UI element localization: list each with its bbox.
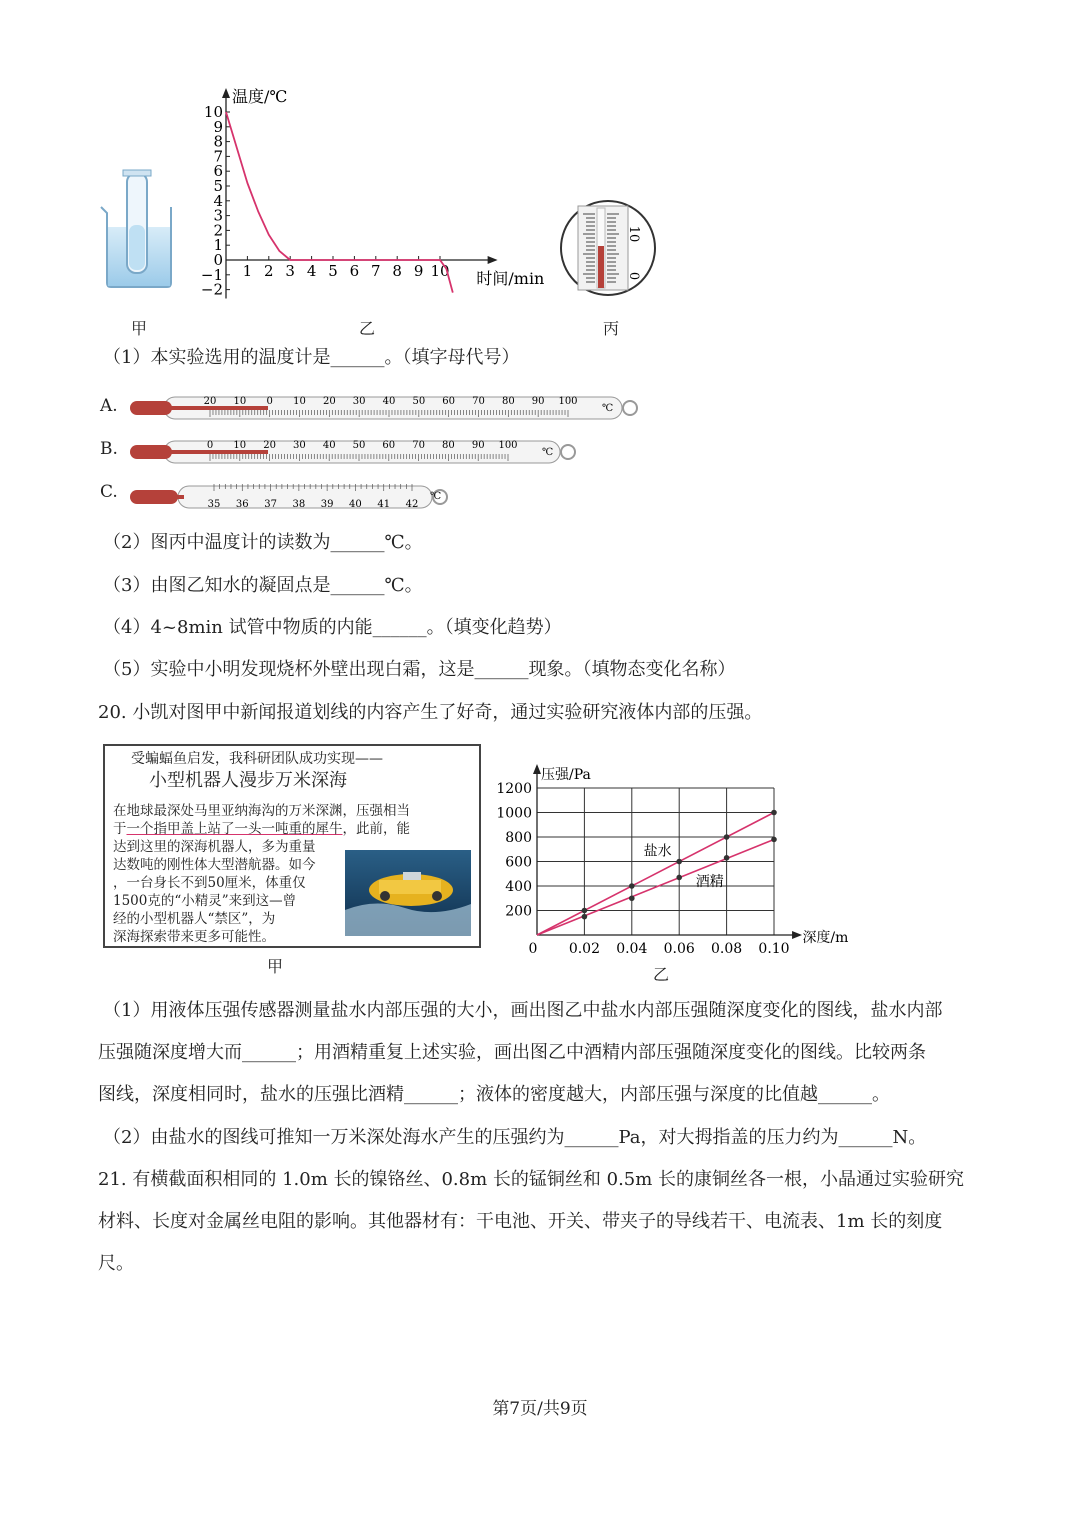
news-line: 达到这里的深海机器人，多为重量 xyxy=(113,839,316,855)
q19-part2: （2）图丙中温度计的读数为______℃。 xyxy=(103,532,423,553)
thermometer-closeup xyxy=(558,198,660,300)
scale-label: 90 xyxy=(471,440,485,451)
x-tick-label: 2 xyxy=(264,262,274,280)
x-axis-arrow xyxy=(488,256,498,264)
y-axis-arrow xyxy=(533,764,541,774)
news-header: 受蝙蝠鱼启发，我科研团队成功实现—— xyxy=(131,751,383,767)
x-tick-label: 0.02 xyxy=(568,941,600,957)
robot-photo xyxy=(345,850,471,936)
y-tick-label: 1200 xyxy=(496,781,532,797)
scale-label: 100 xyxy=(498,440,518,451)
scale-label-0: 0 xyxy=(626,271,641,281)
y-tick-label: 4 xyxy=(213,191,223,210)
temperature-chart xyxy=(195,82,555,302)
thermometer-ring xyxy=(623,401,637,415)
scale-label: 40 xyxy=(349,499,362,510)
y-axis-label: 温度/℃ xyxy=(232,87,288,106)
x-axis-label: 深度/m xyxy=(802,930,849,946)
alcohol-point xyxy=(724,855,730,861)
scale-label: 40 xyxy=(322,440,336,451)
x-tick-label: 6 xyxy=(349,262,360,280)
brine-point xyxy=(771,810,777,816)
brine-point xyxy=(724,834,730,840)
x-tick-label: 0.06 xyxy=(663,941,695,957)
y-axis-label: 压强/Pa xyxy=(541,767,591,783)
scale-label: 0 xyxy=(206,440,214,451)
y-tick-label: 1000 xyxy=(496,805,532,822)
thermometer-bulb xyxy=(130,401,172,415)
brine-line xyxy=(537,813,774,936)
news-line: ，一台身长不到50厘米，体重仅 xyxy=(113,875,306,891)
scale-label: 40 xyxy=(382,396,396,407)
brine-point xyxy=(582,908,588,914)
thermometer-bulb xyxy=(130,490,178,504)
news-underlined: 一个指甲盖上站了一头一吨重的犀牛 xyxy=(126,821,343,837)
option-c-letter: C. xyxy=(100,482,118,502)
alcohol-point xyxy=(629,895,635,901)
unit-label: ℃ xyxy=(542,447,554,458)
x-tick-label: 1 xyxy=(242,262,253,280)
thermometer-liquid xyxy=(174,495,184,499)
q20-part1 xyxy=(98,990,1003,1116)
alcohol-label: 酒精 xyxy=(695,874,724,890)
unit-label: ℃ xyxy=(430,491,442,502)
q19-part1: （1）本实验选用的温度计是______。（填字母代号） xyxy=(103,347,520,368)
alcohol-point xyxy=(771,837,777,843)
scale-label: 70 xyxy=(412,440,425,451)
scale-label: 10 xyxy=(233,440,247,451)
brine-point xyxy=(629,883,635,889)
brine-label: 盐水 xyxy=(643,843,672,860)
q21-line: 尺。 xyxy=(98,1253,134,1274)
scale-label: 80 xyxy=(501,396,515,407)
scale-label: 0 xyxy=(266,396,273,407)
y-tick-label: 600 xyxy=(505,854,532,871)
x-tick-label: 0.10 xyxy=(758,941,790,957)
x-tick-label: 7 xyxy=(371,262,381,280)
scale-label: 20 xyxy=(263,440,276,451)
figure-label-yi-2: 乙 xyxy=(653,965,670,984)
y-tick-label: 6 xyxy=(213,162,223,181)
scale-label: 60 xyxy=(442,396,456,407)
news-text: 于 xyxy=(113,821,127,837)
scale-label: 60 xyxy=(382,440,396,451)
y-tick-label: 800 xyxy=(505,830,532,846)
option-b-letter: B. xyxy=(100,439,118,459)
x-tick-label: 10 xyxy=(430,262,450,280)
x-tick-label: 5 xyxy=(328,262,338,280)
news-line xyxy=(113,820,463,838)
scale-label: 50 xyxy=(352,440,366,451)
scale-label: 42 xyxy=(405,499,419,510)
y-tick-label: 3 xyxy=(213,206,223,225)
thermometer-option-c xyxy=(128,478,458,516)
y-tick-label: 2 xyxy=(213,221,223,240)
scale-label: 50 xyxy=(412,396,426,407)
option-a-letter: A. xyxy=(100,396,118,416)
y-tick-label: 7 xyxy=(213,147,223,166)
alcohol-point xyxy=(582,914,588,920)
scale-label: 30 xyxy=(293,440,306,451)
y-tick-label: 9 xyxy=(213,117,223,136)
y-tick-label: −2 xyxy=(200,280,223,299)
page-footer: 第7页/共9页 xyxy=(492,1399,588,1419)
unit-label: ℃ xyxy=(602,403,614,414)
scale-label-10: 10 xyxy=(626,225,641,243)
scale-label: 100 xyxy=(558,396,578,407)
thermometer-liquid xyxy=(168,450,268,454)
y-tick-label: 1 xyxy=(213,236,223,255)
x-tick-label: 3 xyxy=(285,262,295,280)
q20-part2: （2）由盐水的图线可推知一万米深处海水产生的压强约为______Pa，对大拇指盖的压力约为______N。 xyxy=(103,1127,927,1148)
beaker-figure xyxy=(95,165,185,290)
q21-line: 材料、长度对金属丝电阻的影响。其他器材有：干电池、开关、带夹子的导线若干、电流表、1m 长的刻度 xyxy=(98,1211,943,1232)
x-tick-label: 0.08 xyxy=(711,941,743,957)
thermometer-option-b xyxy=(128,434,588,470)
q21-line: 21. 有横截面积相同的 1.0m 长的镍铬丝、0.8m 长的锰铜丝和 0.5m 长的康铜丝各一根，小晶通过实验研究 xyxy=(98,1169,965,1190)
scale-label: 10 xyxy=(293,396,306,407)
thermometer-liquid xyxy=(168,406,268,410)
x-tick-label: 0 xyxy=(528,941,538,957)
alcohol-point xyxy=(676,875,682,881)
q20-stem: 20. 小凯对图甲中新闻报道划线的内容产生了好奇，通过实验研究液体内部的压强。 xyxy=(98,702,763,723)
scale-label: 80 xyxy=(442,440,455,451)
x-axis-label: 时间/min xyxy=(476,269,545,288)
news-line: 深海探索带来更多可能性。 xyxy=(113,929,275,945)
pressure-depth-chart xyxy=(490,760,860,960)
q19-part4: （4）4~8min 试管中物质的内能______。（填变化趋势） xyxy=(103,617,562,638)
scale-label: 20 xyxy=(203,396,217,407)
x-axis-arrow xyxy=(792,931,802,939)
scale-label: 90 xyxy=(531,396,545,407)
q21 xyxy=(98,1159,998,1285)
news-line: 1500克的“小精灵”来到这—曾 xyxy=(113,893,297,909)
x-tick-label: 0.04 xyxy=(616,941,648,957)
news-clipping xyxy=(103,744,481,948)
scale-label: 36 xyxy=(235,499,249,510)
scale-label: 37 xyxy=(264,499,277,510)
news-line: 达数吨的刚性体大型潜航器。如今 xyxy=(113,857,316,873)
news-line: 在地球最深处马里亚纳海沟的万米深渊，压强相当 xyxy=(113,803,410,819)
thermometer-bulb xyxy=(130,445,172,459)
q19-part3: （3）由图乙知水的凝固点是______℃。 xyxy=(103,575,423,596)
figure-label-yi: 乙 xyxy=(359,319,376,338)
y-axis-arrow xyxy=(222,88,230,98)
news-line: 经的小型机器人“禁区”，为 xyxy=(113,911,276,927)
y-tick-label: 0 xyxy=(213,251,223,269)
news-text: ，此前，能 xyxy=(342,821,410,837)
x-tick-label: 9 xyxy=(413,262,424,280)
y-tick-label: 10 xyxy=(203,103,223,121)
q19-part5: （5）实验中小明发现烧杯外壁出现白霜，这是______现象。（填物态变化名称） xyxy=(103,659,736,680)
q20-part1-line: （1）用液体压强传感器测量盐水内部压强的大小，画出图乙中盐水内部压强随深度变化的图线，盐水内部 xyxy=(103,1000,943,1021)
figure-label-jia-2: 甲 xyxy=(267,957,284,976)
x-tick-label: 8 xyxy=(392,262,402,280)
x-tick-label: 4 xyxy=(306,262,317,280)
q20-part1-line: 压强随深度增大而______；用酒精重复上述实验，画出图乙中酒精内部压强随深度变化的图线。比较两条 xyxy=(98,1042,926,1063)
y-tick-label: 400 xyxy=(505,879,532,895)
y-tick-label: 5 xyxy=(213,177,223,195)
scale-label: 39 xyxy=(320,499,334,510)
scale-label: 41 xyxy=(377,499,391,510)
y-tick-label: 200 xyxy=(505,903,532,920)
scale-label: 70 xyxy=(472,396,485,407)
brine-point xyxy=(676,859,682,865)
scale-label: 30 xyxy=(352,396,366,407)
y-tick-label: 8 xyxy=(213,132,223,151)
scale-label: 10 xyxy=(233,396,247,407)
figure-label-jia: 甲 xyxy=(131,319,148,338)
scale-label: 38 xyxy=(292,499,306,510)
thermometer-option-a xyxy=(128,390,648,426)
thermometer-ring xyxy=(561,445,575,459)
q20-part1-line: 图线，深度相同时，盐水的压强比酒精______；液体的密度越大，内部压强与深度的比值越______。 xyxy=(98,1084,890,1105)
scale-label: 20 xyxy=(322,396,336,407)
y-tick-label: −1 xyxy=(200,265,223,284)
figure-label-bing: 丙 xyxy=(603,319,620,338)
news-title: 小型机器人漫步万米深海 xyxy=(149,770,347,791)
scale-label: 35 xyxy=(207,499,221,510)
